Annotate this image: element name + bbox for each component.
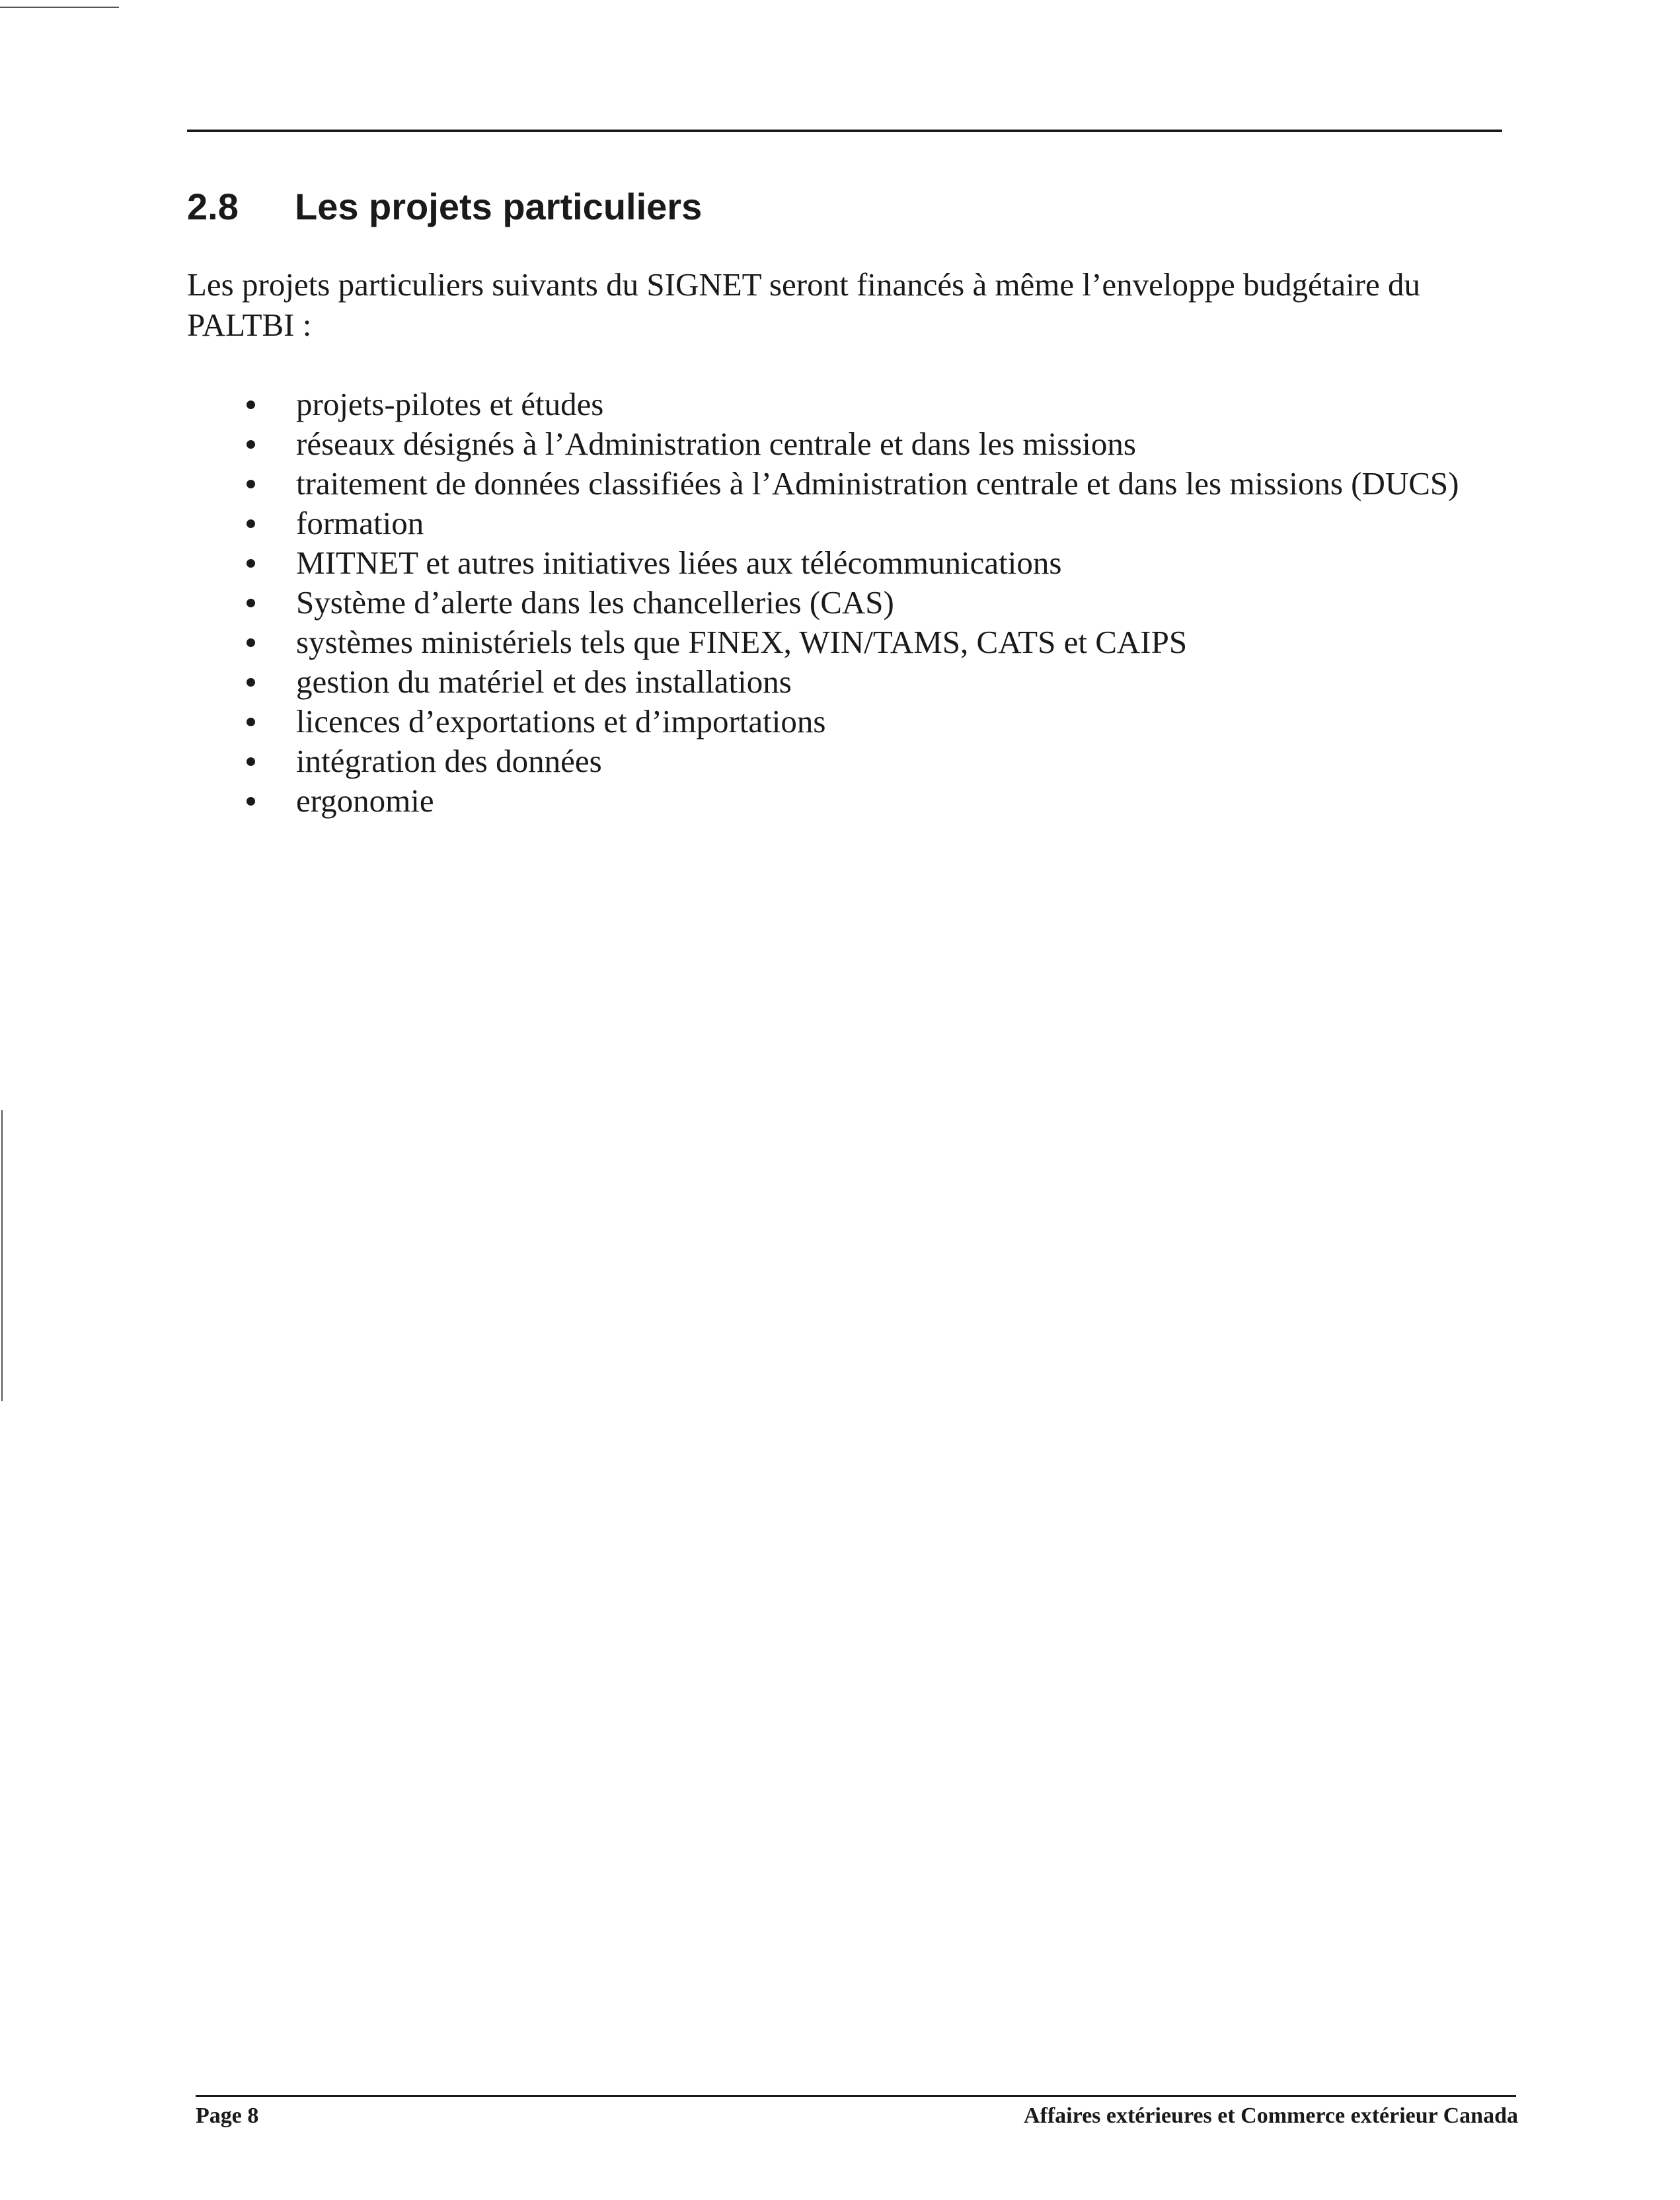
bullet-icon: [247, 480, 255, 488]
page-number: Page 8: [196, 2104, 259, 2128]
list-item: [243, 662, 1459, 702]
list-item: [243, 741, 1459, 781]
list-item: [243, 583, 1459, 623]
bullet-icon: [247, 559, 255, 568]
bullet-icon: [247, 638, 255, 647]
bullet-icon: [247, 757, 255, 766]
project-list: [243, 385, 1459, 821]
bullet-icon: [247, 678, 255, 687]
list-item: [243, 464, 1459, 504]
list-item-text: gestion du matériel et des installations: [296, 664, 792, 700]
list-item: [243, 424, 1459, 464]
list-item-text: intégration des données: [296, 743, 602, 779]
section-heading: [187, 184, 702, 230]
list-item-text: MITNET et autres initiatives liées aux télécommunications: [296, 545, 1062, 581]
list-item-text: traitement de données classifiées à l’Administration centrale et dans les missions (DUCS): [296, 465, 1459, 502]
list-item: [243, 781, 1459, 821]
bullet-icon: [247, 797, 255, 806]
list-item: [243, 385, 1459, 424]
scan-edge-mark-left: [1, 1110, 3, 1401]
list-item-text: licences d’exportations et d’importations: [296, 703, 826, 740]
list-item-text: Système d’alerte dans les chancelleries (CAS): [296, 584, 894, 621]
list-item-text: ergonomie: [296, 782, 434, 819]
bullet-icon: [247, 718, 255, 726]
footer-rule: [196, 2095, 1516, 2097]
bullet-icon: [247, 400, 255, 409]
list-item-text: réseaux désignés à l’Administration centrale et dans les missions: [296, 426, 1136, 462]
list-item-text: projets-pilotes et études: [296, 386, 604, 422]
list-item: [243, 504, 1459, 543]
list-item: [243, 702, 1459, 741]
bullet-icon: [247, 440, 255, 449]
intro-paragraph: Les projets particuliers suivants du SIGNET seront financés à même l’enveloppe budgétaire du PALTBI :: [187, 266, 1420, 343]
list-item-text: systèmes ministériels tels que FINEX, WIN/TAMS, CATS et CAIPS: [296, 624, 1188, 660]
section-title: Les projets particuliers: [295, 186, 703, 227]
scan-edge-mark-top: [0, 7, 119, 8]
bullet-icon: [247, 519, 255, 528]
footer-organization: Affaires extérieures et Commerce extérieur Canada: [1023, 2104, 1518, 2128]
list-item: [243, 623, 1459, 662]
list-item-text: formation: [296, 505, 424, 541]
section-number: 2.8: [187, 186, 239, 227]
bullet-icon: [247, 599, 255, 607]
header-rule: [187, 130, 1502, 132]
list-item: [243, 543, 1459, 583]
